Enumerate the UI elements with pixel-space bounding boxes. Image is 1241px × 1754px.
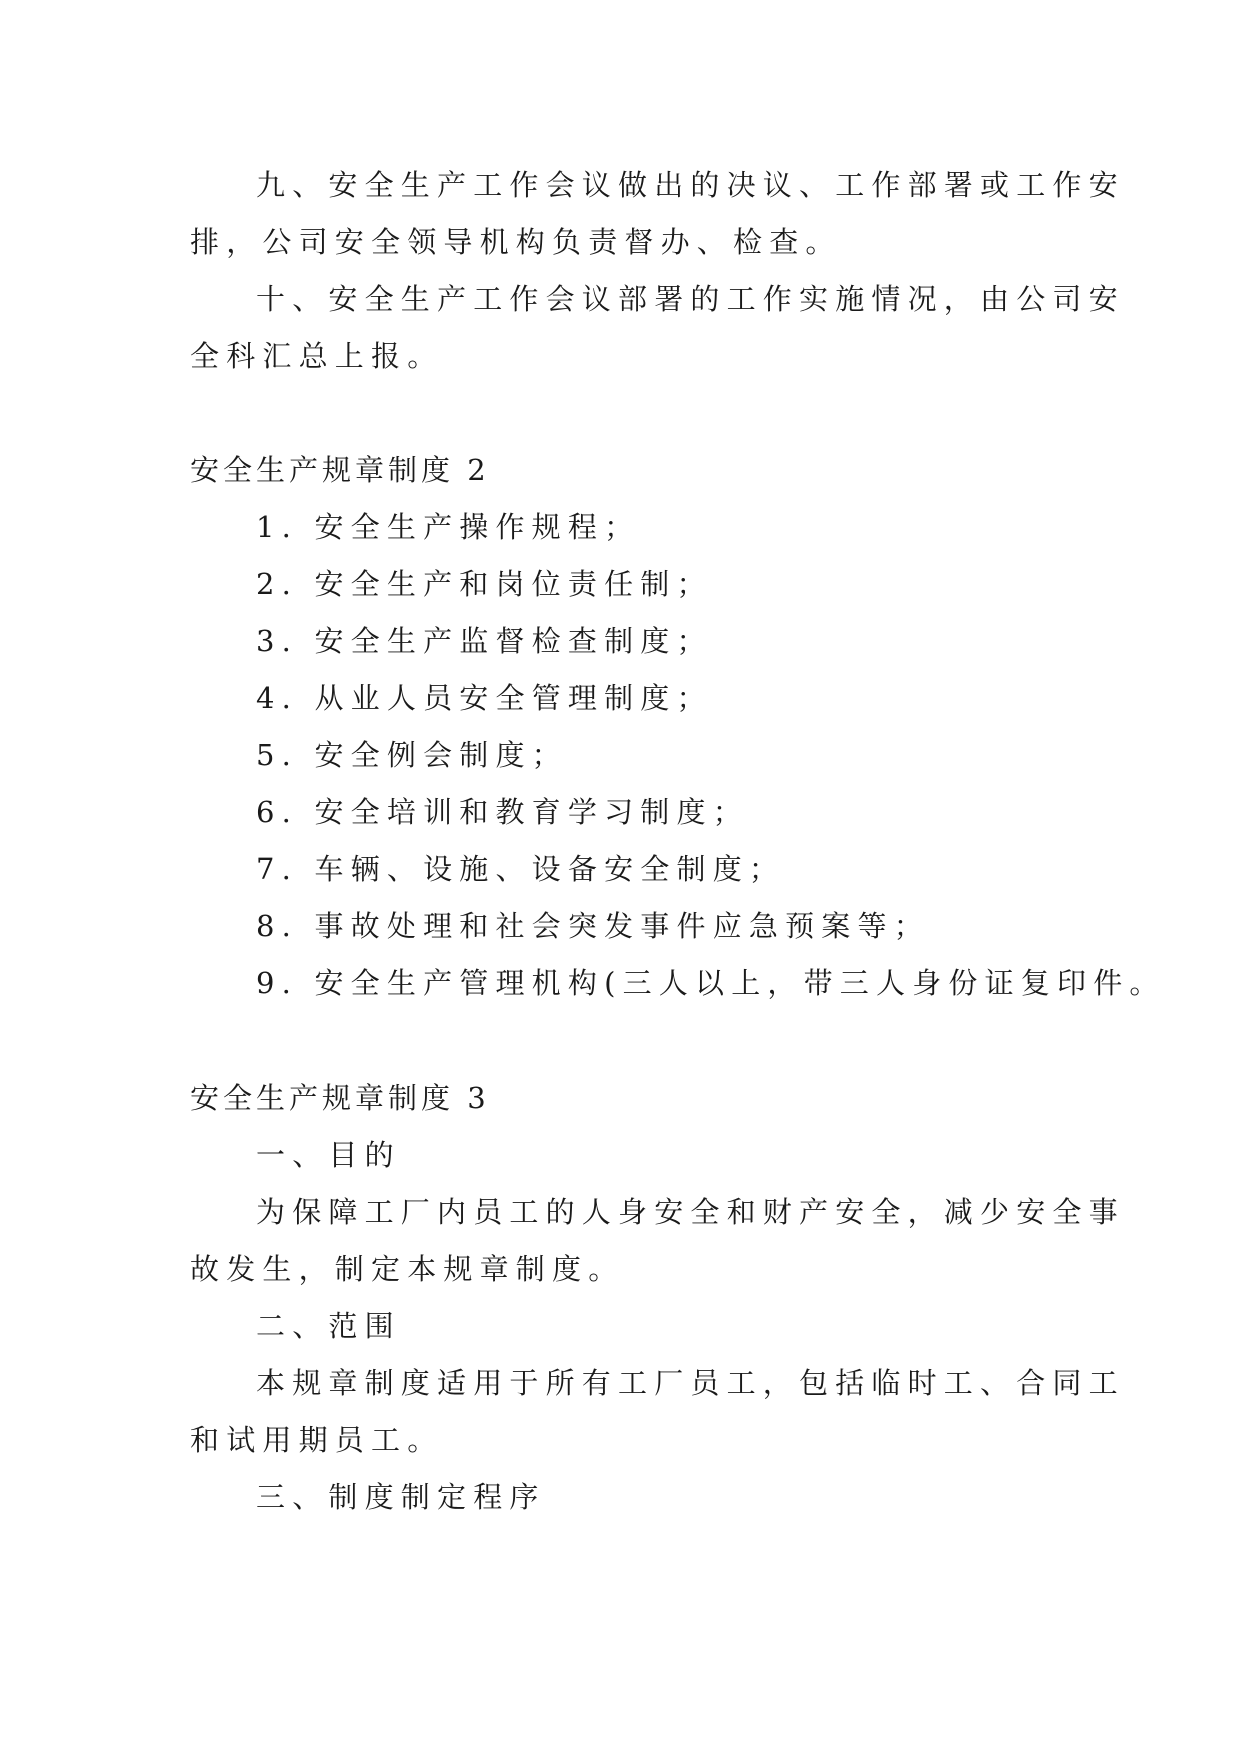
item-9-line-1: 九、安全生产工作会议做出的决议、工作部署或工作安 <box>256 168 1125 202</box>
section-2-item-7: 7. 车辆、设施、设备安全制度； <box>256 852 786 886</box>
section-2-item-2: 2. 安全生产和岗位责任制； <box>256 567 713 601</box>
purpose-heading: 一、目的 <box>256 1138 401 1172</box>
section-2-item-1: 1. 安全生产操作规程； <box>256 510 641 544</box>
item-9-line-2: 排，公司安全领导机构负责督办、检查。 <box>190 225 842 259</box>
item-10-line-1: 十、安全生产工作会议部署的工作实施情况，由公司安 <box>256 282 1125 316</box>
section-2-title: 安全生产规章制度 2 <box>190 453 490 487</box>
item-10-line-2: 全科汇总上报。 <box>190 339 444 373</box>
section-2-item-4: 4. 从业人员安全管理制度； <box>256 681 713 715</box>
section-2-item-6: 6. 安全培训和教育学习制度； <box>256 795 749 829</box>
purpose-line-1: 为保障工厂内员工的人身安全和财产安全，减少安全事 <box>256 1195 1125 1229</box>
scope-heading: 二、范围 <box>256 1309 401 1343</box>
procedure-heading: 三、制度制定程序 <box>256 1480 546 1514</box>
purpose-line-2: 故发生，制定本规章制度。 <box>190 1252 625 1286</box>
scope-line-2: 和试用期员工。 <box>190 1423 444 1457</box>
scope-line-1: 本规章制度适用于所有工厂员工，包括临时工、合同工 <box>256 1366 1125 1400</box>
section-2-item-5: 5. 安全例会制度； <box>256 738 568 772</box>
section-2-item-8: 8. 事故处理和社会突发事件应急预案等； <box>256 909 930 943</box>
section-3-title: 安全生产规章制度 3 <box>190 1081 490 1115</box>
section-2-item-9: 9. 安全生产管理机构(三人以上，带三人身份证复印件。 <box>256 966 1166 1000</box>
section-2-item-3: 3. 安全生产监督检查制度； <box>256 624 713 658</box>
